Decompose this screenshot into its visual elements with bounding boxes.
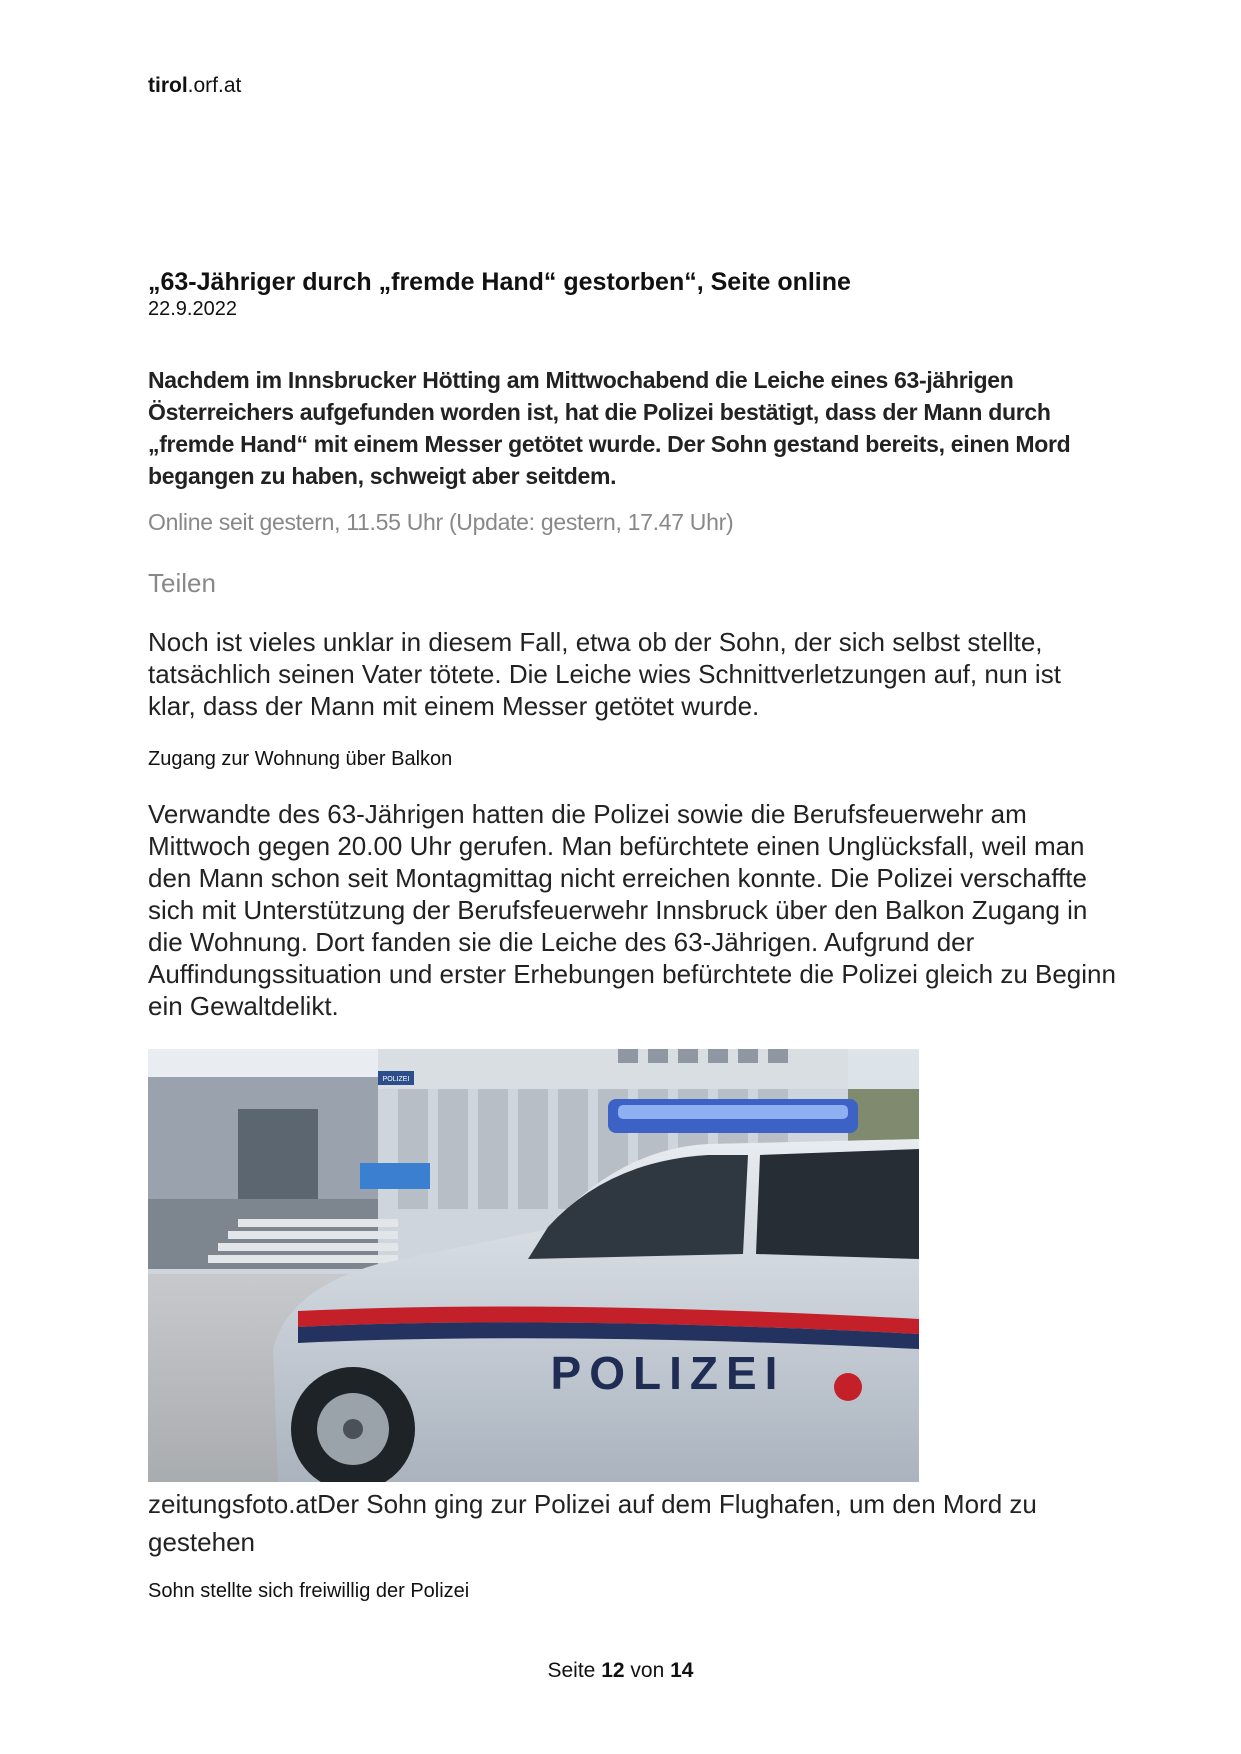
page-footer: Seite 12 von 14: [547, 1659, 694, 1682]
svg-text:POLIZEI: POLIZEI: [550, 1347, 786, 1399]
share-link[interactable]: Teilen: [148, 568, 216, 598]
article-paragraph-1: Noch ist vieles unklar in diesem Fall, etwa ob der Sohn, der sich selbst stellte, tatsächlich seinen Vater tötete. Die Leiche wies Schnittverletzungen auf, nun ist klar, dass der Mann mit einem Messer getötet wurde.: [148, 627, 1061, 721]
article-meta: Online seit gestern, 11.55 Uhr (Update: gestern, 17.47 Uhr): [148, 509, 734, 535]
photo-caption: zeitungsfoto.atDer Sohn ging zur Polizei auf dem Flughafen, um den Mord zu gestehen: [148, 1489, 1037, 1557]
article-lead: Nachdem im Innsbrucker Hötting am Mittwochabend die Leiche eines 63-jährigen Österreichers aufgefunden worden ist, hat die Polizei bestätigt, dass der Mann durch „fremde Hand“ mit einem Messer getötet wurde. Der Sohn gestand bereits, einen Mord begangen zu haben, schweigt aber seitdem.: [148, 367, 1071, 489]
police-car-photo: [148, 1049, 919, 1482]
article-title: „63-Jähriger durch „fremde Hand“ gestorben“, Seite online: [148, 268, 851, 296]
article-paragraph-2: Verwandte des 63-Jährigen hatten die Polizei sowie die Berufsfeuerwehr am Mittwoch gegen 20.00 Uhr gerufen. Man befürchtete einen Unglücksfall, weil man den Mann schon seit Montagmittag nicht erreichen konnte. Die Polizei verschaffte sich mit Unterstützung der Berufsfeuerwehr Innsbruck über den Balkon Zugang in die Wohnung. Dort fanden sie die Leiche des 63-Jährigen. Aufgrund der Auffindungssituation und erster Erhebungen befürchtete die Polizei gleich zu Beginn ein Gewaltdelikt.: [148, 799, 1116, 1021]
article-subheading-2: Sohn stellte sich freiwillig der Polizei: [148, 1580, 470, 1602]
article-date: 22.9.2022: [148, 298, 237, 320]
svg-text:POLIZEI: POLIZEI: [382, 1076, 410, 1083]
site-name: tirol.orf.at: [148, 74, 242, 97]
article-subheading-1: Zugang zur Wohnung über Balkon: [148, 748, 453, 770]
